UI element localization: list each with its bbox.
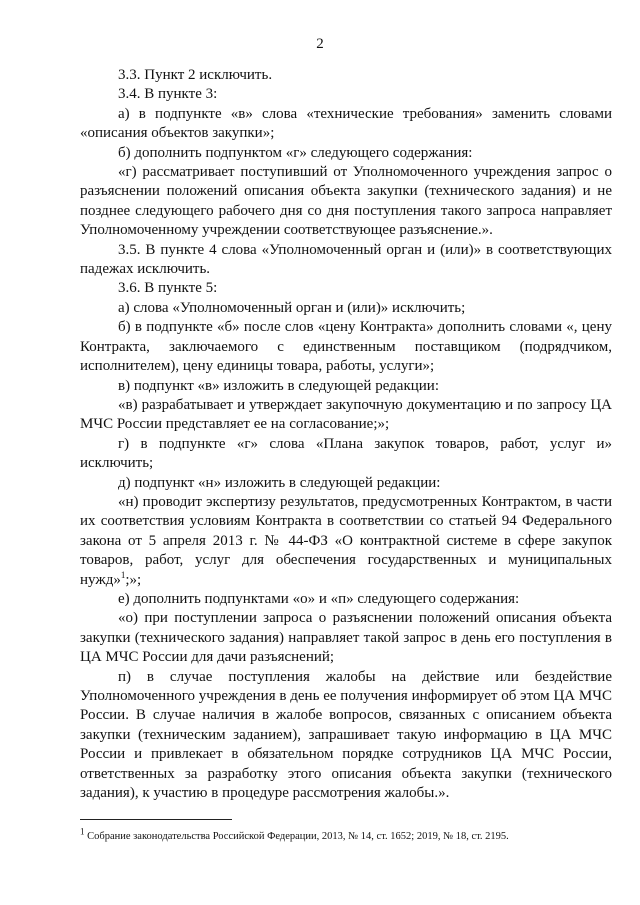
paragraph: п) в случае поступления жалобы на действие или бездействие Уполномоченного учреждения в день ее получения информирует об этом ЦА МЧС России. В случае наличия в жалобе вопросов, связанных с описанием объекта закупки (техническим заданием), запрашивает такую информацию в ЦА МЧС России и привлекает в обязательном порядке сотрудников ЦА МЧС России, ответственных за разработку этого описания объекта закупки (технического задания), к участию в процедуре рассмотрения жалобы.».: [80, 668, 612, 802]
paragraph-text: «н) проводит экспертизу результатов, предусмотренных Контрактом, в части их соответствия условиям Контракта в соответствии со статьей 94 Федерального закона от 5 апреля 2013 г. № 44-ФЗ «О контрактной системе в сфере закупок товаров, работ, услуг для обеспечения государственных и муниципальных нужд»: [80, 493, 612, 588]
paragraph: а) слова «Уполномоченный орган и (или)» исключить;: [118, 299, 466, 316]
paragraph: а) в подпункте «в» слова «технические требования» заменить словами «описания объектов закупки»;: [80, 105, 612, 142]
footnote-number: 1: [80, 826, 85, 837]
footnote-reference: 1: [120, 569, 126, 580]
footnote: [80, 826, 612, 843]
paragraph: г) в подпункте «г» слова «Плана закупок товаров, работ, услуг и» исключить;: [80, 435, 612, 472]
paragraph: 3.5. В пункте 4 слова «Уполномоченный орган и (или)» в соответствующих падежах исключить.: [80, 241, 612, 278]
document-body: [80, 66, 612, 803]
paragraph: «г) рассматривает поступивший от Уполномоченного учреждения запрос о разъяснении положений описания объекта закупки (технического задания) и не позднее следующего рабочего дня со дня поступления такого запроса направляет Уполномоченному учреждении соответствующее разъяснение.».: [80, 164, 612, 239]
paragraph: в) подпункт «в» изложить в следующей редакции:: [118, 377, 439, 394]
paragraph-with-footnote: [80, 493, 612, 590]
page-number: 2: [316, 36, 324, 52]
paragraph-text-end: ;»;: [125, 571, 142, 588]
paragraph: б) дополнить подпунктом «г» следующего содержания:: [118, 144, 473, 161]
paragraph: е) дополнить подпунктами «о» и «п» следующего содержания:: [118, 590, 520, 607]
paragraph: «о) при поступлении запроса о разъяснении положений описания объекта закупки (технического задания) направляет такой запрос в день его поступления в ЦА МЧС России для дачи разъяснений;: [80, 610, 612, 666]
paragraph: 3.6. В пункте 5:: [118, 280, 218, 297]
paragraph: 3.3. Пункт 2 исключить.: [118, 67, 273, 83]
paragraph: «в) разрабатывает и утверждает закупочную документацию и по запросу ЦА МЧС России представляет ее на согласование;»;: [80, 396, 612, 433]
footnote-text: Собрание законодательства Российской Федерации, 2013, № 14, ст. 1652; 2019, № 18, ст. 2195.: [87, 831, 509, 842]
footnote-separator: [80, 819, 232, 820]
paragraph: д) подпункт «н» изложить в следующей редакции:: [118, 474, 441, 491]
paragraph: б) в подпункте «б» после слов «цену Контракта» дополнить словами «, цену Контракта, заключаемого с единственным поставщиком (подрядчиком, исполнителем), цену единицы товара, работы, услуги»;: [80, 319, 612, 375]
paragraph: 3.4. В пункте 3:: [118, 86, 218, 103]
